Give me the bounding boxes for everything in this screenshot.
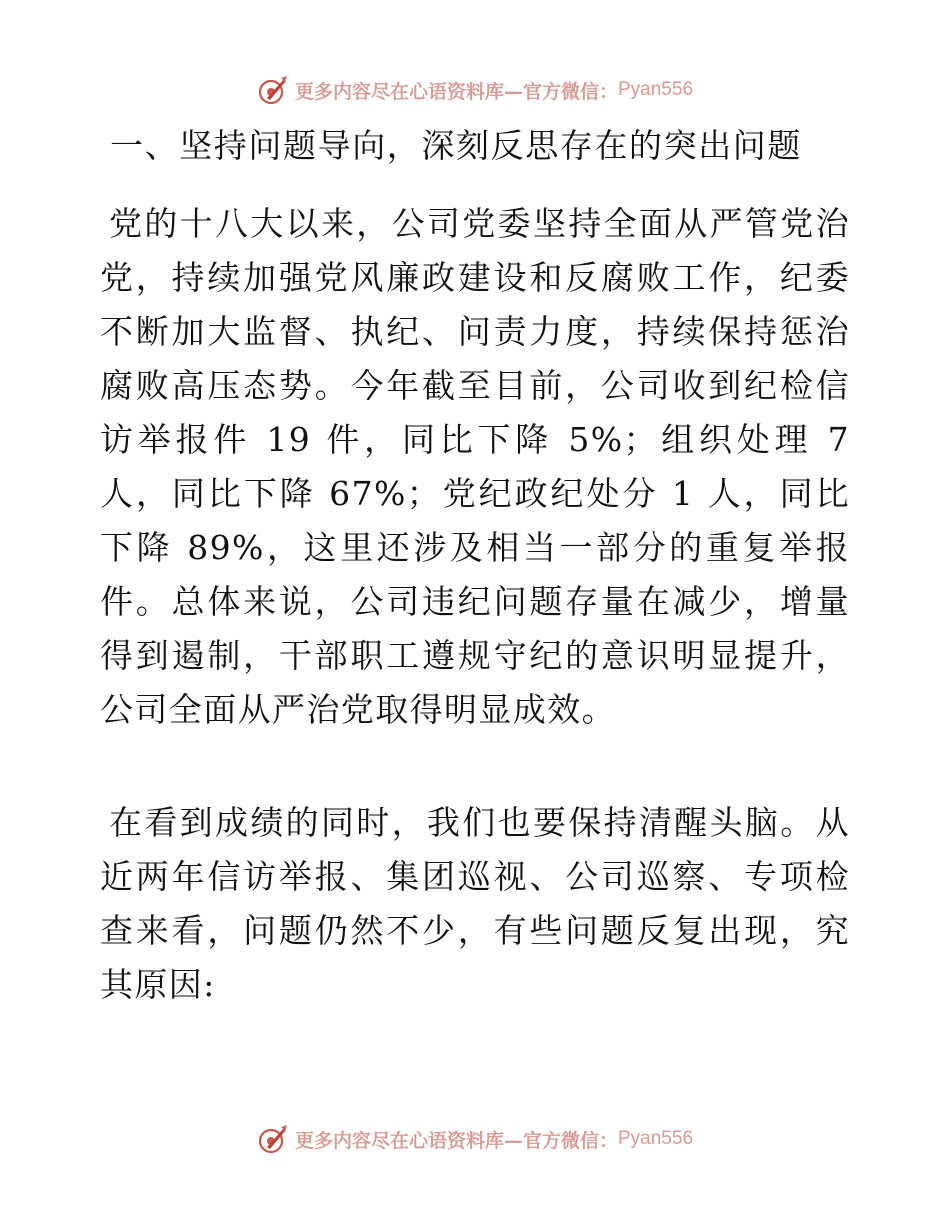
watermark-text: 更多内容尽在心语资料库—官方微信： xyxy=(294,80,618,103)
body-paragraph-1: 党的十八大以来，公司党委坚持全面从严管党治党，持续加强党风廉政建设和反腐败工作，纪委不断加大监督、执纪、问责力度，持续保持惩治腐败高压态势。今年截至目前，公司收到纪检信访举报件 19 件，同比下降 5%；组织处理 7 人，同比下降 67%；党纪政纪处分 1 人，同比下降 89%，这里还涉及相当一部分的重复举报件。总体来说，公司违纪问题存量在减少，增量得到遏制，干部职工遵规守纪的意识明显提升，公司全面从严治党取得明显成效。 xyxy=(100,204,850,729)
body-paragraph-2: 在看到成绩的同时，我们也要保持清醒头脑。从近两年信访举报、集团巡视、公司巡察、专项检查来看，问题仍然不少，有些问题反复出现，究其原因: xyxy=(100,803,850,1004)
quill-pen-logo-icon xyxy=(257,74,289,106)
quill-pen-logo-icon xyxy=(257,1123,289,1155)
watermark-text: 更多内容尽在心语资料库—官方微信： xyxy=(294,1129,618,1152)
watermark-handle: Pyan556 xyxy=(618,79,694,100)
watermark-handle: Pyan556 xyxy=(618,1128,694,1149)
section-heading: 一、坚持问题导向，深刻反思存在的突出问题 xyxy=(110,126,802,165)
footer-watermark xyxy=(0,1119,950,1159)
header-watermark xyxy=(0,70,950,110)
